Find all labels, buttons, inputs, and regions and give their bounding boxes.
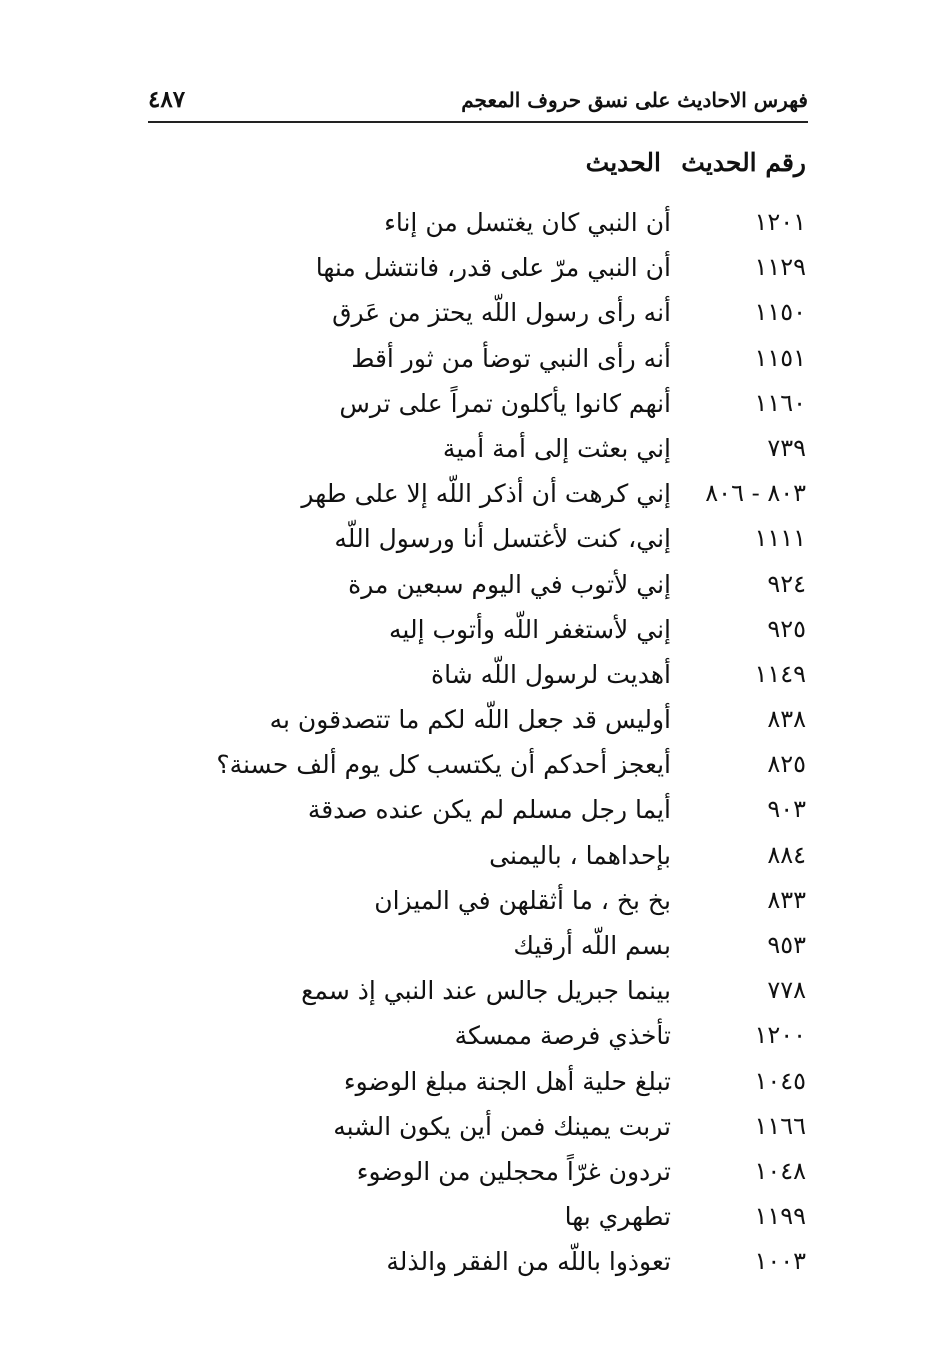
index-entry — [0, 1108, 926, 1153]
entry-text: إني كرهت أن أذكر اللّه إلا على طهر — [301, 479, 671, 509]
entry-number: ١١٥٠ — [754, 298, 806, 327]
entry-number: ٧٧٨ — [767, 976, 806, 1005]
index-entry — [0, 837, 926, 882]
header-divider — [148, 121, 808, 123]
index-entry — [0, 520, 926, 565]
entry-number: ٨٠٣ - ٨٠٦ — [705, 479, 806, 508]
entry-text: بإحداهما ، باليمنى — [489, 840, 671, 870]
entry-text: أنهم كانوا يأكلون تمراً على ترس — [339, 388, 671, 418]
entry-number: ٨٣٨ — [767, 705, 806, 734]
index-entry — [0, 1063, 926, 1108]
entry-text: تردون غرّاً محجلين من الوضوء — [356, 1156, 671, 1186]
entry-number: ١١٦٦ — [754, 1111, 806, 1140]
entry-number: ٨٣٣ — [767, 885, 806, 914]
entry-number: ٨٨٤ — [767, 840, 806, 869]
entry-text: تعوذوا باللّه من الفقر والذلة — [386, 1247, 671, 1277]
column-header-text: الحديث — [585, 148, 661, 177]
index-entry — [0, 701, 926, 746]
entry-number: ١١٦٠ — [754, 388, 806, 417]
entry-text: أوليس قد جعل اللّه لكم ما تتصدقون به — [269, 705, 671, 735]
index-entry — [0, 1243, 926, 1288]
entry-text: أن النبي كان يغتسل من إناء — [384, 208, 671, 237]
entry-number: ١٠٤٨ — [754, 1156, 806, 1185]
entry-text: بسم اللّه أرقيك — [513, 931, 671, 960]
entry-text: تربت يمينك فمن أين يكون الشبه — [333, 1111, 671, 1141]
page-number: ٤٨٧ — [148, 86, 186, 113]
entry-number: ١٢٠١ — [754, 208, 806, 236]
entry-number: ١١٢٩ — [754, 253, 806, 282]
hadith-index-list — [0, 204, 926, 1289]
entry-number: ١١٩٩ — [754, 1202, 806, 1231]
index-entry — [0, 746, 926, 791]
entry-number: ٩٥٣ — [767, 931, 806, 959]
index-entry — [0, 927, 926, 972]
index-entry — [0, 204, 926, 249]
entry-text: إني بعثت إلى أمة أمية — [442, 433, 671, 463]
entry-text: تأخذي فرصة ممسكة — [454, 1021, 671, 1051]
entry-number: ٨٢٥ — [767, 750, 806, 779]
entry-number: ١٠٠٣ — [754, 1247, 806, 1276]
entry-text: تبلغ حلية أهل الجنة مبلغ الوضوء — [343, 1066, 671, 1096]
entry-number: ١٠٤٥ — [754, 1066, 806, 1095]
entry-text: إني، كنت لأغتسل أنا ورسول اللّه — [334, 524, 671, 554]
entry-text: تطهري بها — [564, 1202, 671, 1232]
entry-number: ٧٣٩ — [767, 433, 806, 462]
index-entry — [0, 1017, 926, 1062]
entry-text: أنه رأى رسول اللّه يحتز من عَرق — [332, 298, 671, 328]
index-entry — [0, 249, 926, 294]
entry-text: إني لأتوب في اليوم سبعين مرة — [348, 569, 671, 599]
entry-number: ٩٢٥ — [767, 614, 806, 643]
index-entry — [0, 1198, 926, 1243]
index-entry — [0, 475, 926, 520]
index-entry — [0, 791, 926, 836]
entry-text: إني لأستغفر اللّه وأتوب إليه — [389, 614, 671, 644]
index-entry — [0, 882, 926, 927]
entry-number: ١١٥١ — [754, 343, 806, 372]
index-entry — [0, 656, 926, 701]
entry-text: أهديت لرسول اللّه شاة — [431, 659, 671, 689]
index-entry — [0, 340, 926, 385]
entry-number: ١١٤٩ — [754, 659, 806, 688]
entry-number: ١١١١ — [754, 524, 806, 553]
running-header-title: فهرس الاحاديث على نسق حروف المعجم — [461, 88, 808, 112]
entry-text: أيعجز أحدكم أن يكتسب كل يوم ألف حسنة؟ — [216, 750, 671, 780]
entry-text: أنه رأى النبي توضأ من ثور أقط — [351, 343, 671, 373]
entry-number: ٩٠٣ — [767, 795, 806, 824]
index-entry — [0, 972, 926, 1017]
index-entry — [0, 430, 926, 475]
entry-number: ١٢٠٠ — [754, 1021, 806, 1050]
index-entry — [0, 611, 926, 656]
entry-number: ٩٢٤ — [767, 569, 806, 598]
entry-text: أيما رجل مسلم لم يكن عنده صدقة — [307, 795, 671, 825]
index-entry — [0, 294, 926, 339]
entry-text: أن النبي مرّ على قدر، فانتشل منها — [315, 253, 671, 283]
index-entry — [0, 1153, 926, 1198]
index-entry — [0, 566, 926, 611]
entry-text: بخ بخ ، ما أثقلهن في الميزان — [374, 885, 671, 915]
column-header-number: رقم الحديث — [681, 148, 806, 177]
entry-text: بينما جبريل جالس عند النبي إذ سمع — [301, 976, 671, 1006]
index-entry — [0, 385, 926, 430]
